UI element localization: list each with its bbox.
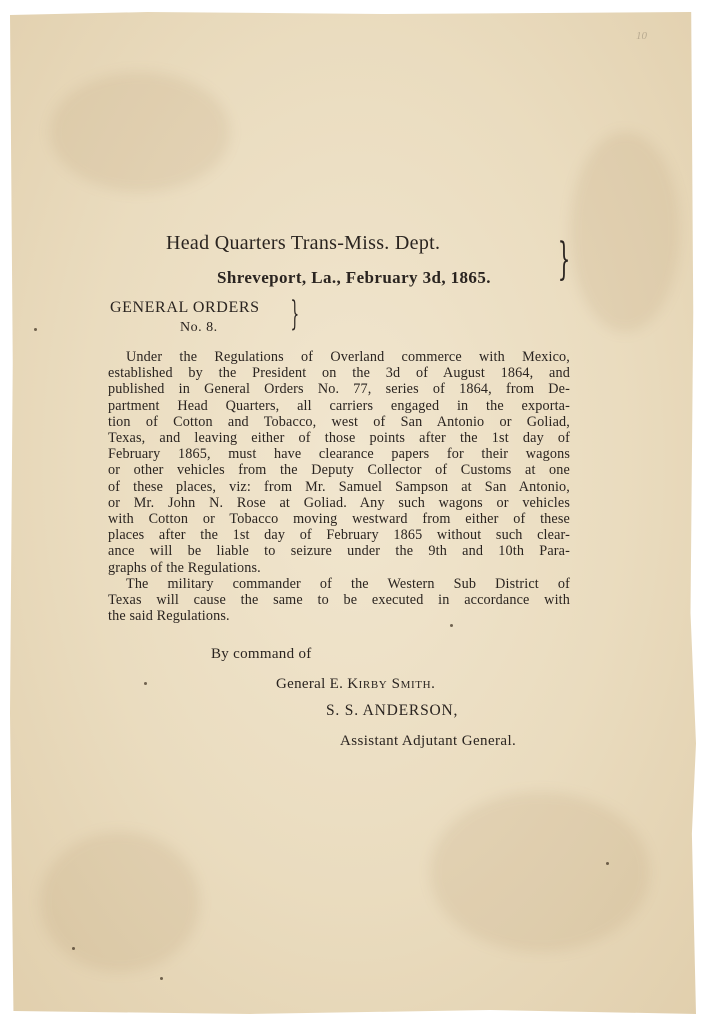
orders-brace: } [290, 294, 300, 334]
headquarters-title: Head Quarters Trans-Miss. Dept. [166, 232, 441, 254]
paper-stain [570, 132, 680, 332]
headquarters-location-date: Shreveport, La., February 3d, 1865. [217, 268, 491, 287]
paper-stain [40, 832, 200, 972]
body-line: ance will be liable to seizure under the 9th and 10th Para- [108, 543, 570, 560]
paper-speck [144, 682, 147, 685]
body-line: Texas, and leaving either of those points after the 1st day of [108, 430, 570, 447]
body-line: or Mr. John N. Rose at Goliad. Any such wagons or vehicles [108, 494, 570, 511]
paper-speck [160, 977, 163, 980]
body-line: places after the 1st day of February 1865 without such clear- [108, 527, 570, 544]
general-name: Kirby Smith. [347, 676, 436, 692]
body-line: tion of Cotton and Tobacco, west of San Antonio or Goliad, [108, 413, 570, 430]
corner-note: 10 [636, 30, 647, 42]
paper-stain [430, 792, 650, 952]
header-brace: } [557, 234, 571, 285]
general-line [276, 676, 435, 693]
signing-officer: S. S. ANDERSON, [326, 702, 459, 719]
body-line: graphs of the Regulations. [108, 559, 261, 576]
paper-speck [34, 328, 37, 331]
body-line: partment Head Quarters, all carriers engaged in the exporta- [108, 397, 570, 414]
body-line: published in General Orders No. 77, series of 1864, from De- [108, 381, 570, 398]
paper-speck [606, 862, 609, 865]
body-line: The military commander of the Western Sub District of [126, 575, 570, 592]
body-line: February 1865, must have clearance papers for their wagons [108, 446, 570, 463]
general-orders-label: GENERAL ORDERS [110, 299, 260, 316]
body-line: Texas will cause the same to be executed in accordance with [108, 592, 570, 609]
body-line: with Cotton or Tobacco moving westward from either of these [108, 511, 570, 528]
by-command-line: By command of [211, 646, 312, 662]
signing-officer-title: Assistant Adjutant General. [340, 733, 517, 749]
body-line: of these places, viz: from Mr. Samuel Sampson at San Antonio, [108, 478, 570, 495]
body-line: the said Regulations. [108, 608, 230, 625]
paper-stain [50, 72, 230, 192]
body-line: established by the President on the 3d of August 1864, and [108, 365, 570, 382]
orders-number: No. 8. [180, 320, 218, 335]
body-line: or other vehicles from the Deputy Collector of Customs at one [108, 462, 570, 479]
order-body [108, 349, 570, 624]
paper-speck [72, 947, 75, 950]
body-line: Under the Regulations of Overland commerce with Mexico, [126, 349, 570, 365]
general-prefix: General E. [276, 676, 344, 692]
